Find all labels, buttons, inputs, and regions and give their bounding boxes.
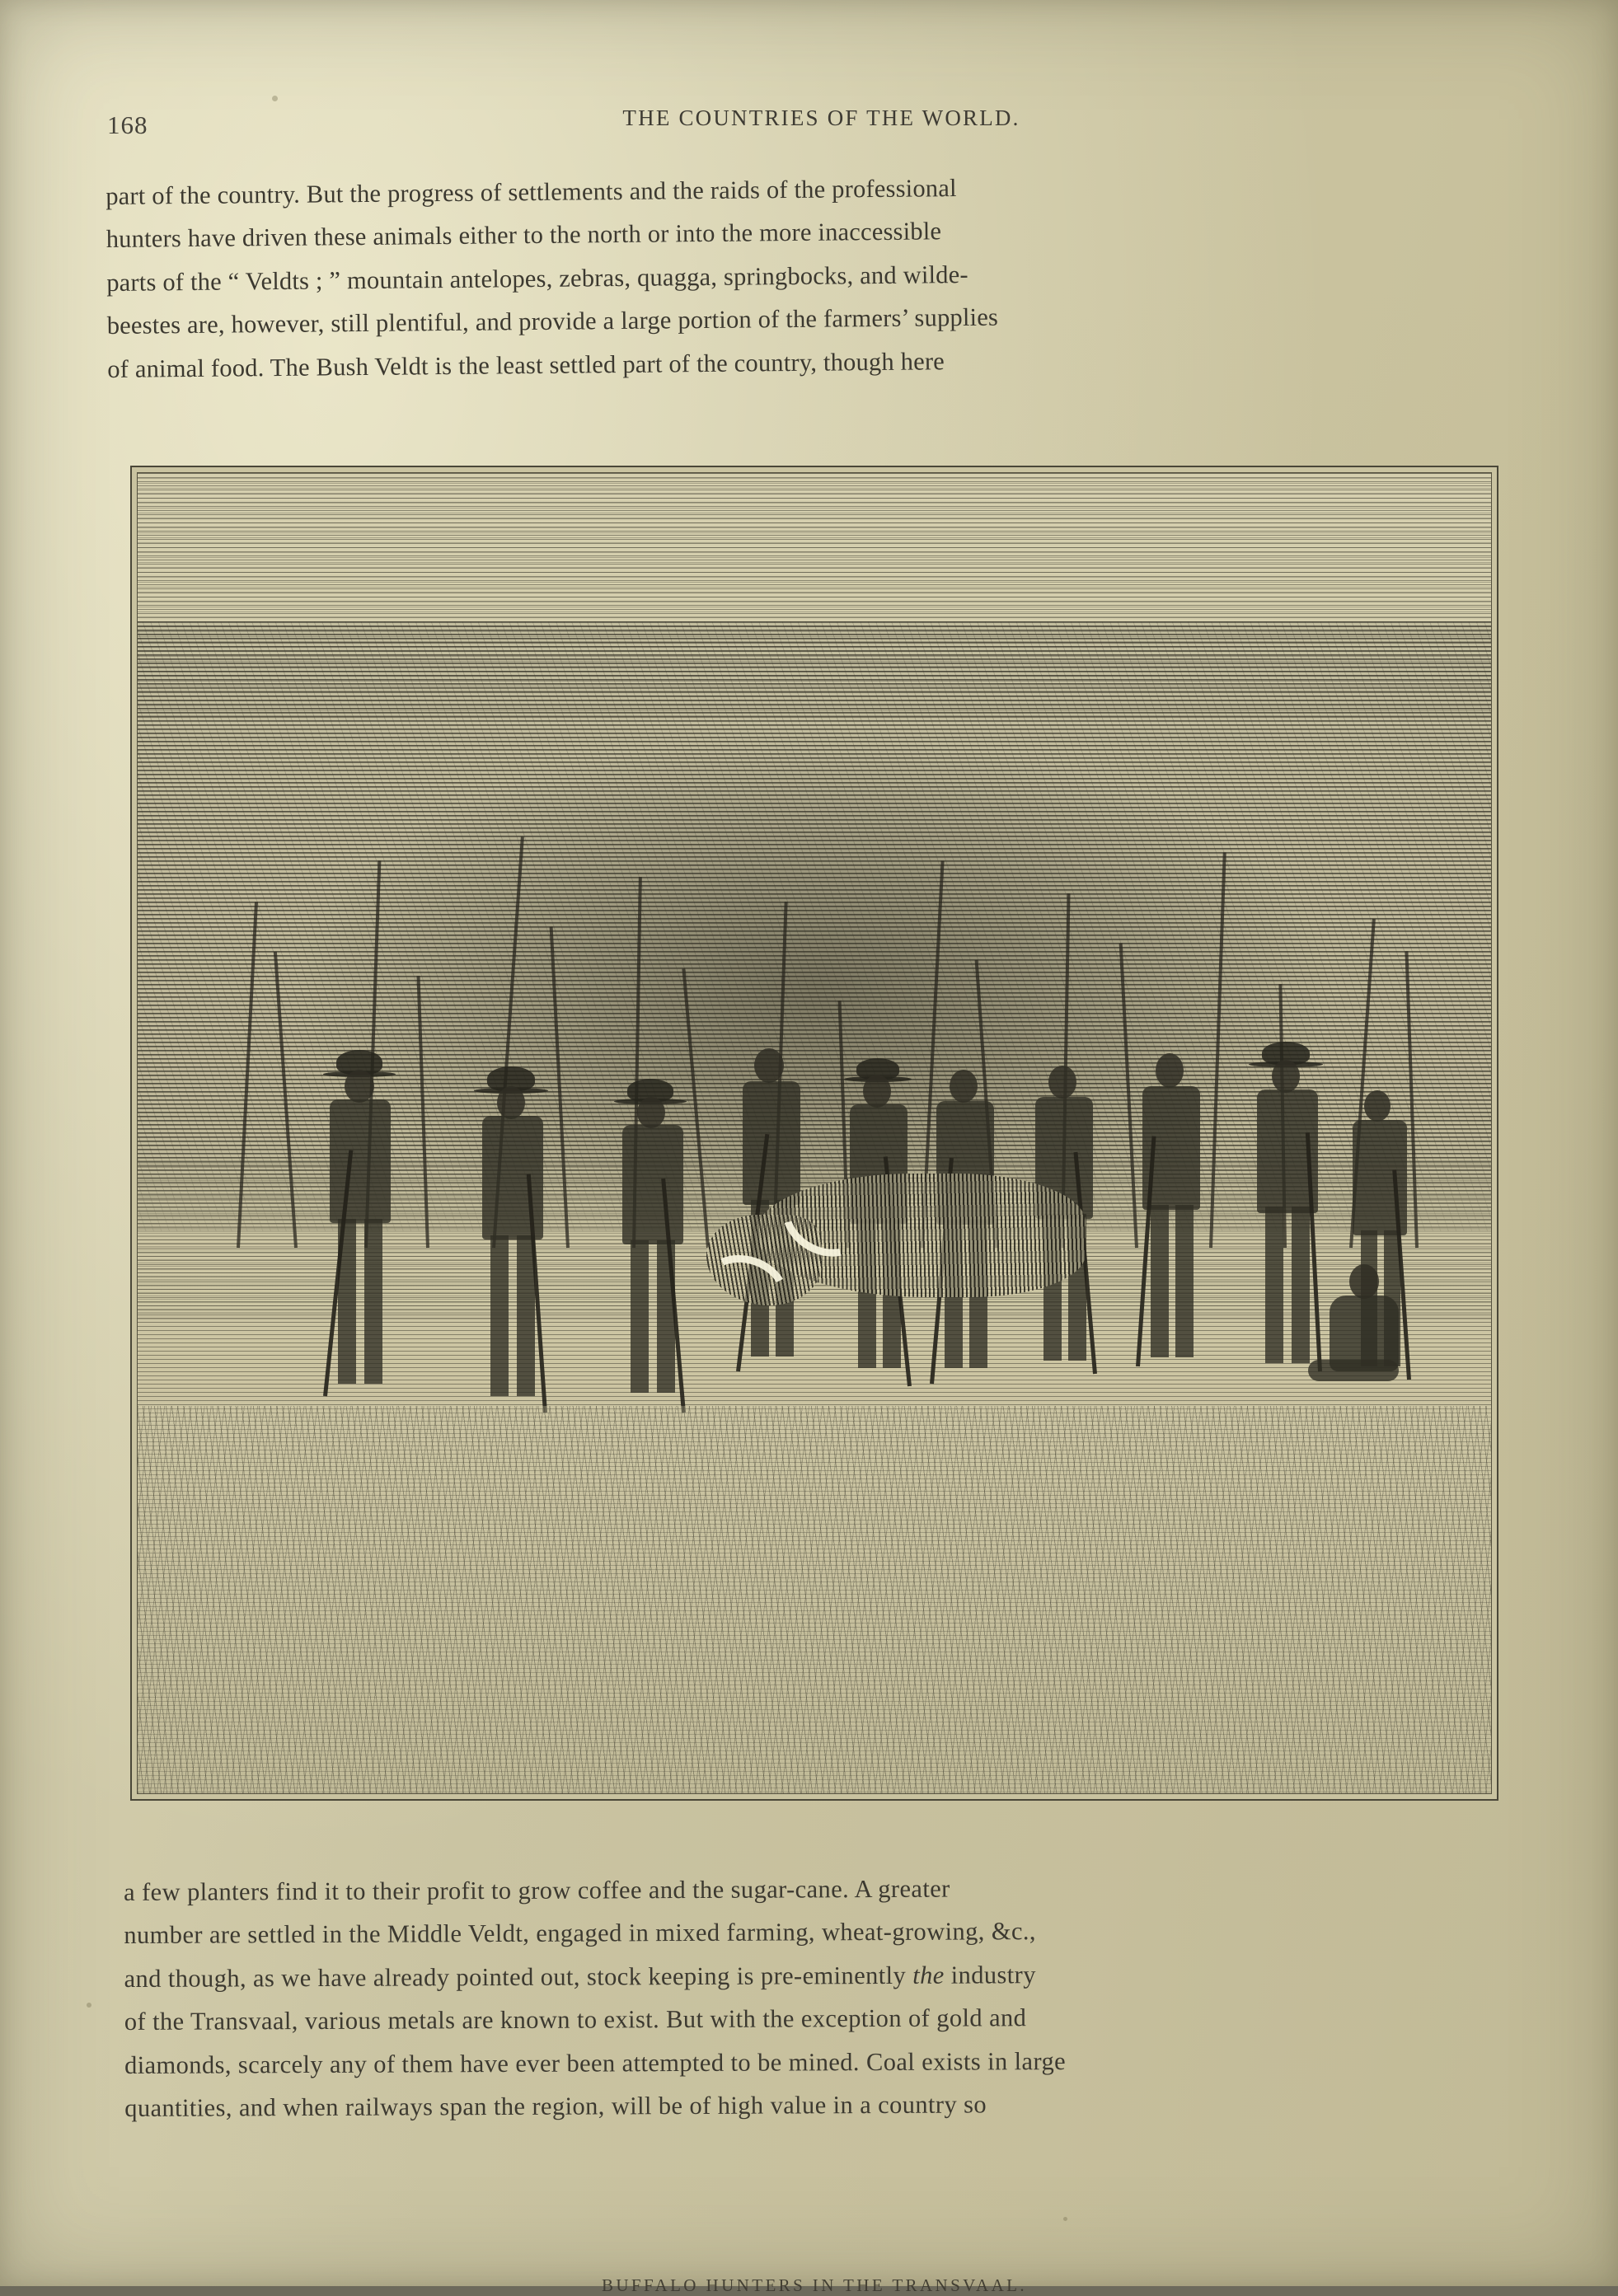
text-line: of the Transvaal, various metals are known to exist. But with the exception of gold and: [124, 2003, 1027, 2036]
text-line: hunters have driven these animals either to the north or into the more inaccessible: [106, 217, 942, 254]
figure-seated: [1308, 1264, 1415, 1404]
paper-speck: [272, 96, 278, 101]
figure-hunter: [607, 1079, 698, 1408]
illustration-caption: BUFFALO HUNTERS IN THE TRANSVAAL.: [601, 2275, 1028, 2295]
figure-bearer: [1131, 1050, 1213, 1371]
text-line: diamonds, scarcely any of them have ever been attempted to be mined. Coal exists in large: [124, 2046, 1067, 2079]
paper-speck: [1063, 2217, 1067, 2221]
buffalo-carcass: [706, 1157, 1086, 1314]
figure-hunter: [315, 1050, 406, 1404]
page-number: 168: [107, 110, 148, 139]
paper-speck: [87, 2003, 91, 2008]
engraving-foreground-grass: [138, 1406, 1491, 1793]
paragraph-bottom: [124, 1865, 1526, 2130]
body-text-below-illustration: [124, 1865, 1526, 2130]
text-line: number are settled in the Middle Veldt, engaged in mixed farming, wheat-growing, &c.,: [124, 1917, 1036, 1950]
running-head: THE COUNTRIES OF THE WORLD.: [622, 105, 1020, 130]
text-line: part of the country. But the progress of settlements and the raids of the professional: [106, 174, 957, 210]
page-header: [107, 105, 1511, 138]
body-text-above-illustration: [106, 162, 1517, 391]
text-line: beestes are, however, still plentiful, and provide a large portion of the farmers’ supplies: [106, 302, 999, 340]
paragraph-top: [106, 162, 1517, 391]
text-line: of animal food. The Bush Veldt is the least settled part of the country, though here: [107, 347, 945, 383]
text-line: a few planters find it to their profit to grow coffee and the sugar-cane. A greater: [124, 1874, 950, 1906]
illustration-frame: [130, 466, 1498, 1801]
figure-hunter: [467, 1066, 558, 1413]
text-line: quantities, and when railways span the region, will be of high value in a country so: [124, 2090, 987, 2123]
illustration-engraving: [137, 472, 1492, 1794]
text-line: parts of the “ Veldts ; ” mountain antelopes, zebras, quagga, springbocks, and wilde-: [106, 260, 968, 297]
text-line: and though, as we have already pointed out, stock keeping is pre-eminently the industry: [124, 1961, 1036, 1993]
